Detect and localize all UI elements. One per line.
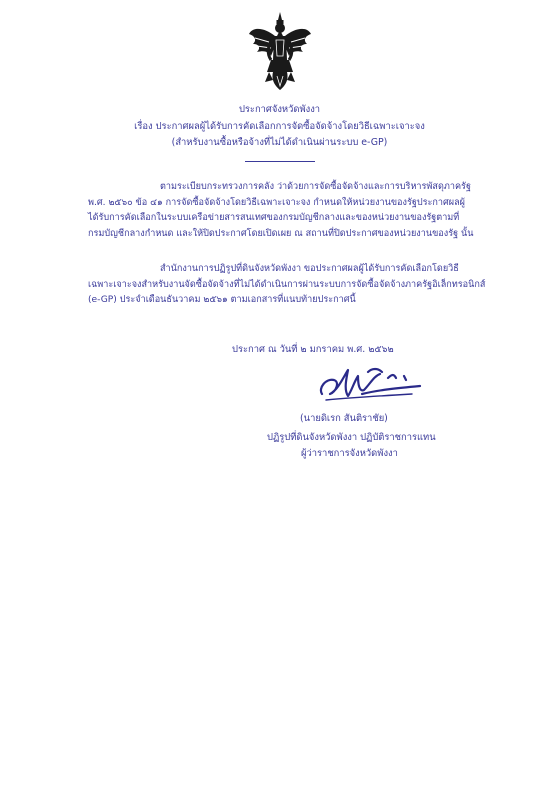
- paragraph-line: (e-GP) ประจำเดือนธันวาคม ๒๕๖๑ ตามเอกสารที่แนบท้ายประกาศนี้: [88, 295, 356, 306]
- signature-icon: [308, 360, 426, 408]
- body-paragraph-1: [88, 180, 473, 242]
- body-paragraph-2: [88, 262, 485, 309]
- paragraph-line: พ.ศ. ๒๕๖๐ ข้อ ๔๑ การจัดซื้อจัดจ้างโดยวิธีเฉพาะเจาะจง กำหนดให้หน่วยงานของรัฐประกาศผลผู้: [88, 197, 466, 208]
- garuda-emblem-icon: [247, 10, 313, 92]
- signatory-position: ปฏิรูปที่ดินจังหวัดพังงา ปฏิบัติราชการแทน: [267, 432, 436, 443]
- document-subject-note: (สำหรับงานซื้อหรือจ้างที่ไม่ได้ดำเนินผ่านระบบ e-GP): [171, 137, 388, 148]
- paragraph-line: ได้รับการคัดเลือกในระบบเครือข่ายสารสนเทศของกรมบัญชีกลางและของหน่วยงานของรัฐตามที่: [88, 213, 460, 224]
- document-subject: เรื่อง ประกาศผลผู้ได้รับการคัดเลือกการจัดซื้อจัดจ้างโดยวิธีเฉพาะเจาะจง: [134, 121, 425, 132]
- signatory-name: (นายดิเรก สันติราชัย): [300, 413, 388, 424]
- paragraph-line: ตามระเบียบกระทรวงการคลัง ว่าด้วยการจัดซื้อจัดจ้างและการบริหารพัสดุภาครัฐ: [160, 182, 471, 192]
- paragraph-line: เฉพาะเจาะจงสำหรับงานจัดซื้อจัดจ้างที่ไม่ได้ดำเนินการผ่านระบบการจัดซื้อจัดจ้างภาครัฐอิเล็กทรอนิกส์: [88, 279, 486, 290]
- heading-divider: [245, 161, 315, 162]
- document-heading: ประกาศจังหวัดพังงา: [238, 104, 321, 115]
- paragraph-line: สำนักงานการปฏิรูปที่ดินจังหวัดพังงา ขอประกาศผลผู้ได้รับการคัดเลือกโดยวิธี: [160, 264, 459, 274]
- announcement-date: ประกาศ ณ วันที่ ๒ มกราคม พ.ศ. ๒๕๖๒: [232, 344, 394, 355]
- signatory-title: ผู้ว่าราชการจังหวัดพังงา: [301, 448, 398, 459]
- paragraph-line: กรมบัญชีกลางกำหนด และให้ปิดประกาศโดยเปิดเผย ณ สถานที่ปิดประกาศของหน่วยงานของรัฐ นั้น: [88, 228, 474, 239]
